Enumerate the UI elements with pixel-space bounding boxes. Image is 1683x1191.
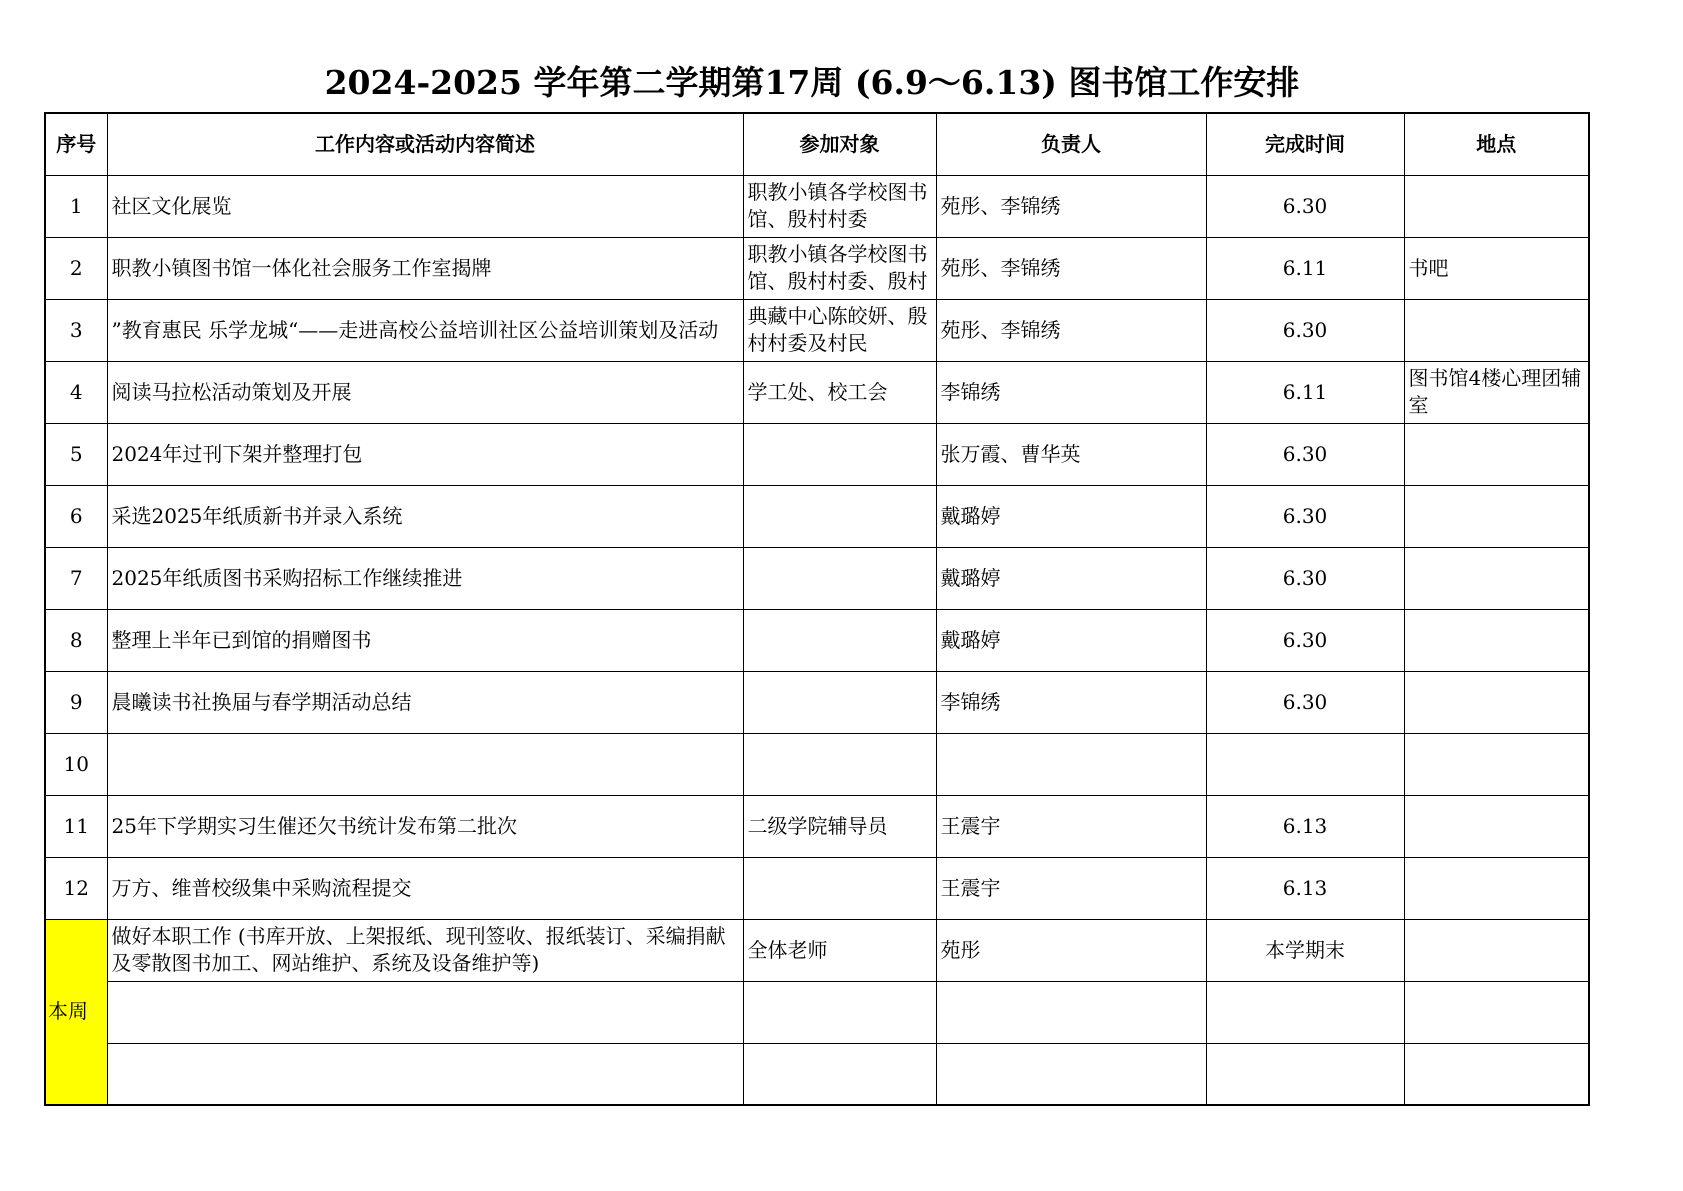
row-due: 6.30 [1206, 485, 1404, 547]
row-owner: 李锦绣 [936, 361, 1206, 423]
row-place: 书吧 [1404, 237, 1589, 299]
table-row [45, 423, 1589, 485]
row-task: 2024年过刊下架并整理打包 [107, 423, 743, 485]
table-row [45, 237, 1589, 299]
row-place [1404, 299, 1589, 361]
table-header-row [45, 113, 1589, 175]
row-place [1404, 733, 1589, 795]
row-due: 6.30 [1206, 423, 1404, 485]
row-index: 2 [45, 237, 107, 299]
row-index: 4 [45, 361, 107, 423]
row-place [1404, 423, 1589, 485]
week-owner: 苑彤 [936, 919, 1206, 981]
row-task: ”教育惠民 乐学龙城“——走进高校公益培训社区公益培训策划及活动 [107, 299, 743, 361]
row-participants [743, 485, 936, 547]
row-place [1404, 795, 1589, 857]
row-owner: 苑彤、李锦绣 [936, 299, 1206, 361]
row-index: 12 [45, 857, 107, 919]
row-due: 6.30 [1206, 175, 1404, 237]
week-due [1206, 1043, 1404, 1105]
row-index: 1 [45, 175, 107, 237]
row-due: 6.30 [1206, 671, 1404, 733]
row-task: 阅读马拉松活动策划及开展 [107, 361, 743, 423]
row-due [1206, 733, 1404, 795]
row-index: 7 [45, 547, 107, 609]
table-row [45, 361, 1589, 423]
week-place [1404, 981, 1589, 1043]
row-task: 万方、维普校级集中采购流程提交 [107, 857, 743, 919]
table-row [45, 299, 1589, 361]
row-participants-text: 职教小镇各学校图书馆、殷村村委 [747, 180, 928, 231]
week-participants [743, 981, 936, 1043]
row-owner: 王震宇 [936, 857, 1206, 919]
row-participants [743, 609, 936, 671]
row-place [1404, 671, 1589, 733]
header-index: 序号 [45, 113, 107, 175]
row-participants [743, 237, 936, 299]
week-task [107, 981, 743, 1043]
row-place [1404, 547, 1589, 609]
header-place: 地点 [1404, 113, 1589, 175]
row-task [107, 733, 743, 795]
row-index: 10 [45, 733, 107, 795]
row-due: 6.30 [1206, 547, 1404, 609]
week-participants [743, 1043, 936, 1105]
week-row [45, 981, 1589, 1043]
header-participants: 参加对象 [743, 113, 936, 175]
row-place [1404, 609, 1589, 671]
week-participants: 全体老师 [743, 919, 936, 981]
row-participants [743, 671, 936, 733]
row-due: 6.13 [1206, 795, 1404, 857]
row-task: 25年下学期实习生催还欠书统计发布第二批次 [107, 795, 743, 857]
row-participants [743, 733, 936, 795]
row-task: 社区文化展览 [107, 175, 743, 237]
row-participants [743, 175, 936, 237]
header-task: 工作内容或活动内容简述 [107, 113, 743, 175]
row-task: 职教小镇图书馆一体化社会服务工作室揭牌 [107, 237, 743, 299]
table-row [45, 795, 1589, 857]
week-due [1206, 981, 1404, 1043]
header-due: 完成时间 [1206, 113, 1404, 175]
row-task: 晨曦读书社换届与春学期活动总结 [107, 671, 743, 733]
row-participants [743, 299, 936, 361]
row-due: 6.30 [1206, 299, 1404, 361]
week-owner [936, 1043, 1206, 1105]
row-index: 5 [45, 423, 107, 485]
row-task: 采选2025年纸质新书并录入系统 [107, 485, 743, 547]
week-place [1404, 1043, 1589, 1105]
row-task: 整理上半年已到馆的捐赠图书 [107, 609, 743, 671]
week-row [45, 1043, 1589, 1105]
table-row [45, 609, 1589, 671]
week-task [107, 1043, 743, 1105]
row-index: 11 [45, 795, 107, 857]
row-index: 3 [45, 299, 107, 361]
row-owner: 苑彤、李锦绣 [936, 175, 1206, 237]
table-row [45, 733, 1589, 795]
row-task: 2025年纸质图书采购招标工作继续推进 [107, 547, 743, 609]
week-owner [936, 981, 1206, 1043]
week-row [45, 919, 1589, 981]
week-label: 本周 [45, 919, 107, 1105]
row-place [1404, 175, 1589, 237]
table-row [45, 547, 1589, 609]
table-row [45, 175, 1589, 237]
row-index: 8 [45, 609, 107, 671]
row-place [1404, 857, 1589, 919]
row-participants [743, 857, 936, 919]
row-owner: 李锦绣 [936, 671, 1206, 733]
row-place: 图书馆4楼心理团辅室 [1404, 361, 1589, 423]
row-owner: 戴璐婷 [936, 609, 1206, 671]
row-participants [743, 423, 936, 485]
row-due: 6.11 [1206, 237, 1404, 299]
row-owner [936, 733, 1206, 795]
row-owner: 戴璐婷 [936, 485, 1206, 547]
table-row [45, 671, 1589, 733]
row-owner: 王震宇 [936, 795, 1206, 857]
row-due: 6.30 [1206, 609, 1404, 671]
row-owner: 戴璐婷 [936, 547, 1206, 609]
page-title: 2024-2025 学年第二学期第17周 (6.9～6.13) 图书馆工作安排 [324, 63, 1300, 102]
header-owner: 负责人 [936, 113, 1206, 175]
table-row [45, 857, 1589, 919]
row-index: 9 [45, 671, 107, 733]
row-participants: 学工处、校工会 [743, 361, 936, 423]
row-participants-text: 职教小镇各学校图书馆、殷村村委、殷村 [747, 242, 928, 293]
row-index: 6 [45, 485, 107, 547]
week-task: 做好本职工作 (书库开放、上架报纸、现刊签收、报纸装订、采编捐献及零散图书加工、网站维护、系统及设备维护等) [107, 919, 743, 981]
row-owner: 苑彤、李锦绣 [936, 237, 1206, 299]
row-owner: 张万霞、曹华英 [936, 423, 1206, 485]
week-due: 本学期末 [1206, 919, 1404, 981]
schedule-table [44, 112, 1590, 1106]
row-participants: 二级学院辅导员 [743, 795, 936, 857]
week-place [1404, 919, 1589, 981]
row-participants [743, 547, 936, 609]
row-due: 6.11 [1206, 361, 1404, 423]
table-row [45, 485, 1589, 547]
row-participants-text: 典藏中心陈皎妍、殷村村委及村民 [747, 304, 928, 355]
row-place [1404, 485, 1589, 547]
row-due: 6.13 [1206, 857, 1404, 919]
